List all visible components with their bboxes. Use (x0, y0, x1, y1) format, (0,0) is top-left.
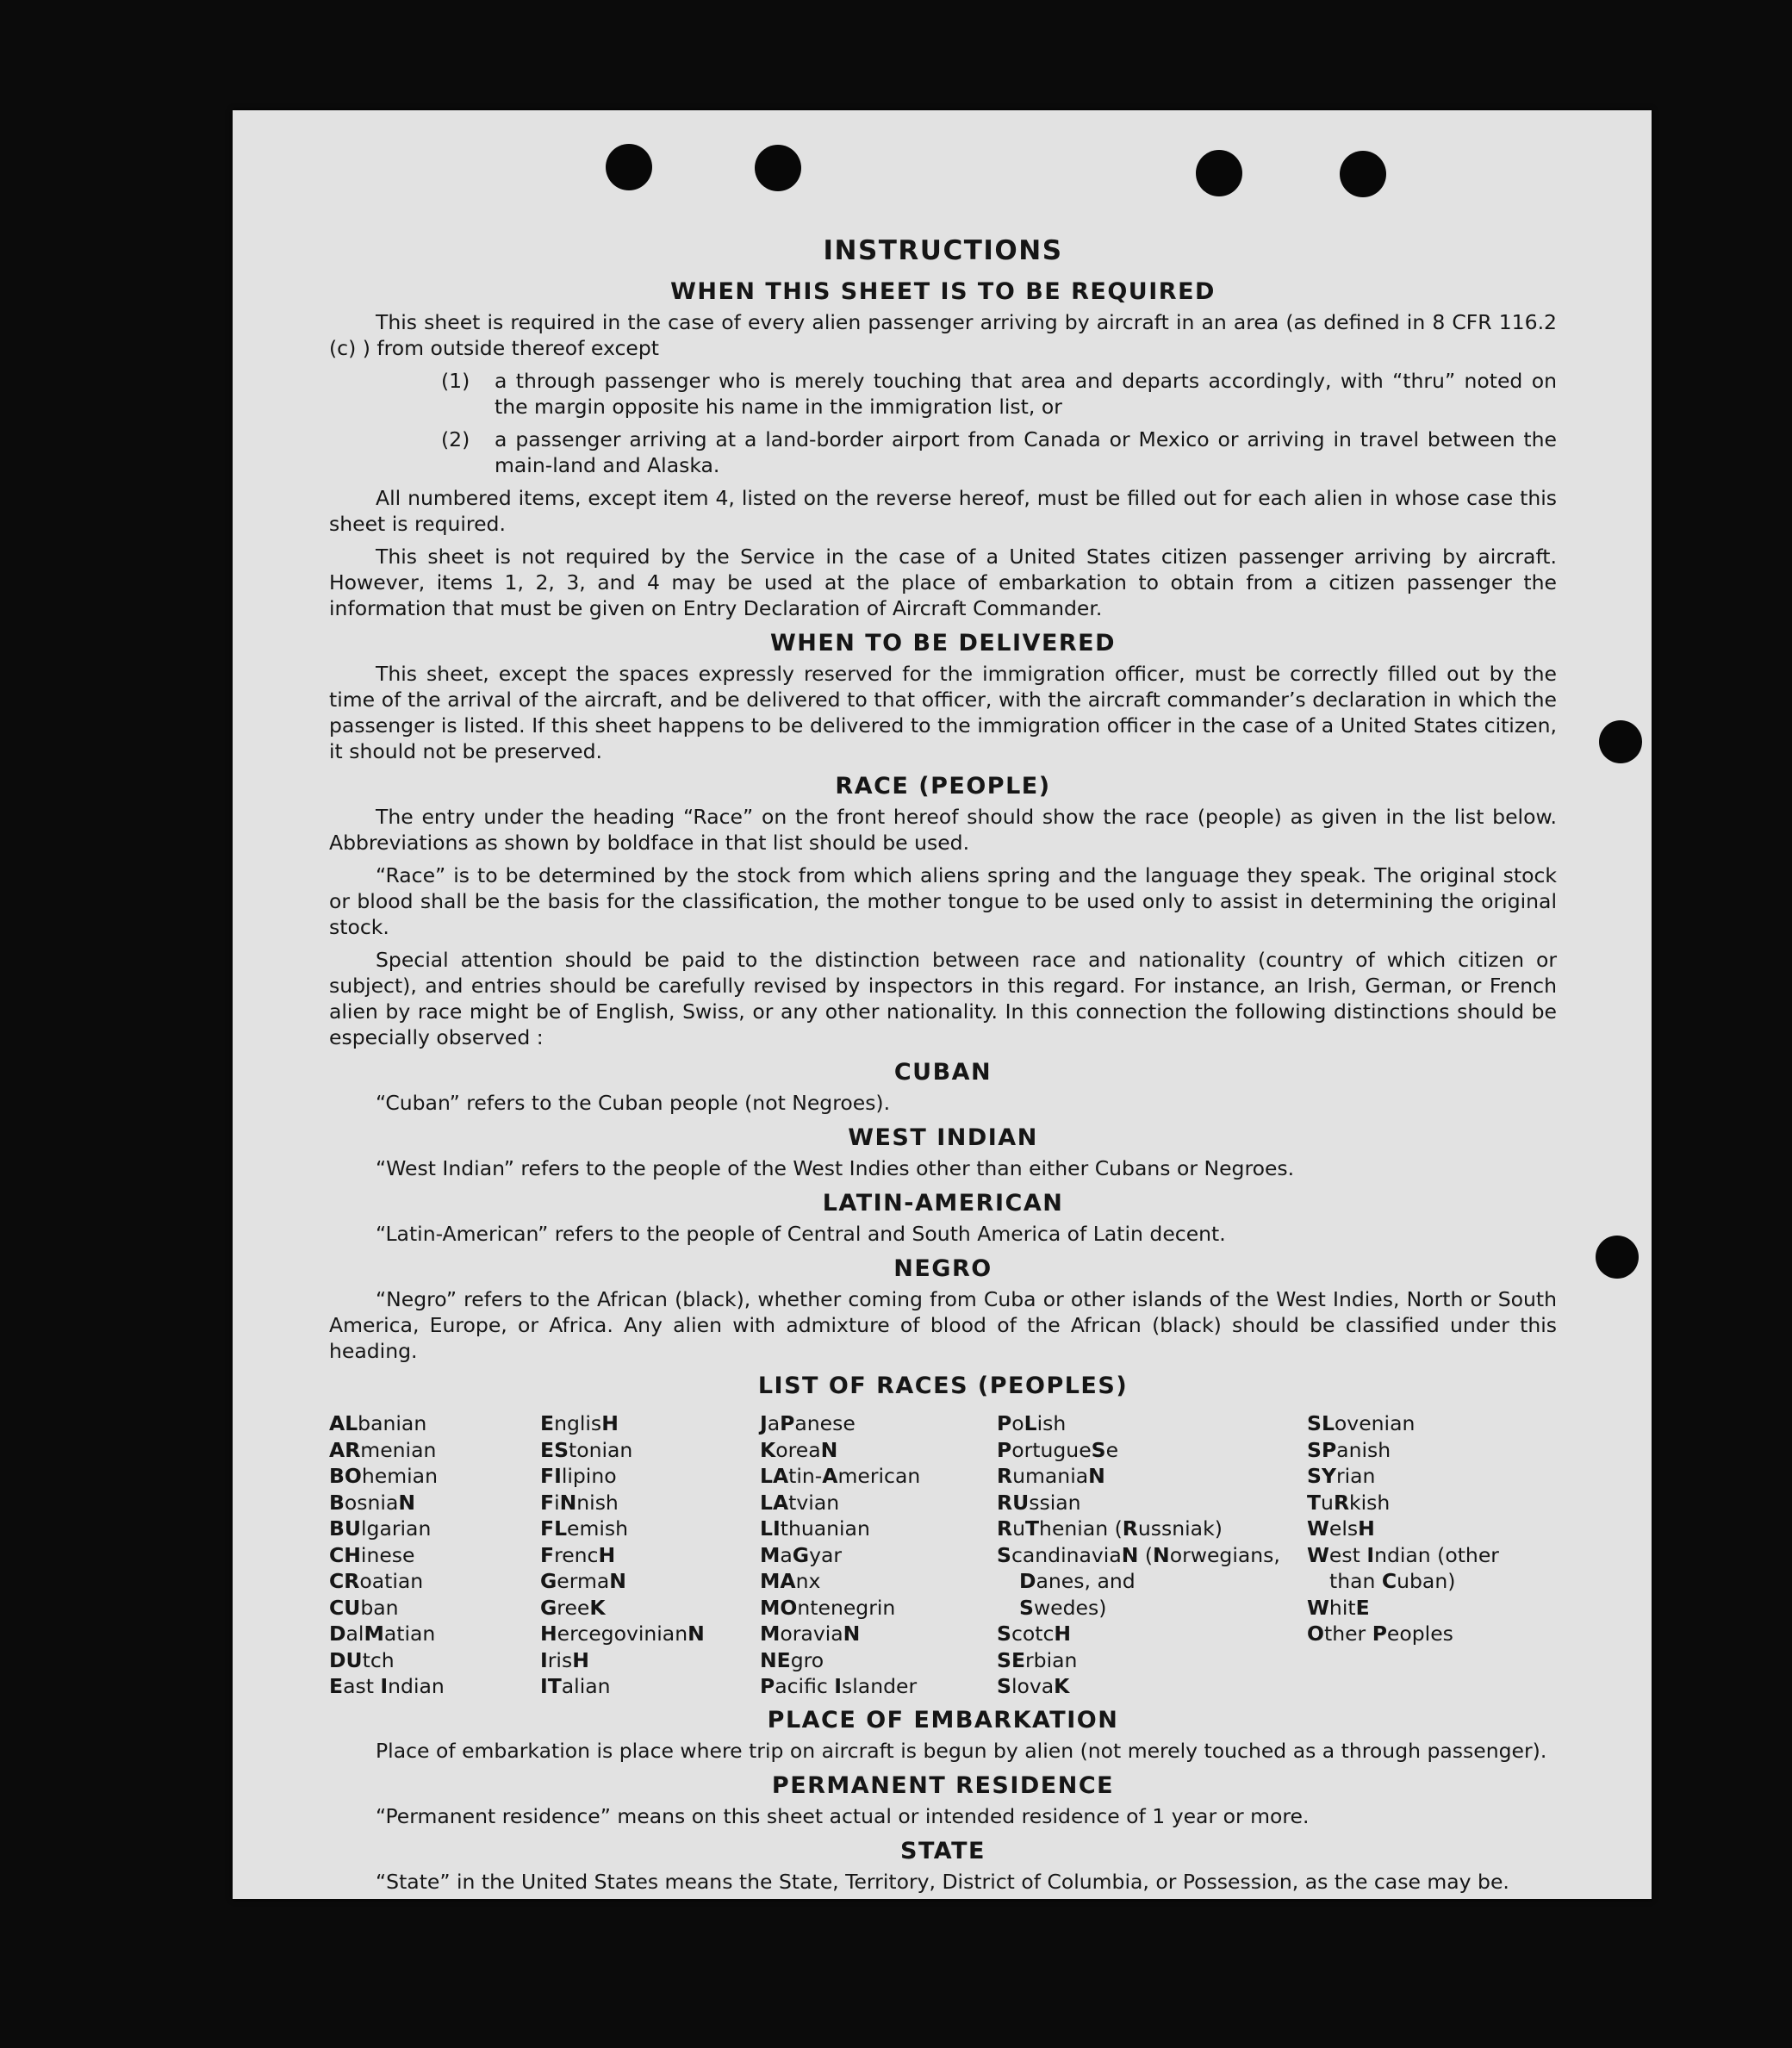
race-entry: FLemish (540, 1516, 629, 1541)
race-entry: IrisH (540, 1647, 589, 1672)
race-entry: WelsH (1307, 1516, 1375, 1541)
section-heading: CUBAN (893, 1059, 992, 1086)
paragraph: “Race” is to be determined by the stock from which aliens spring and the language they speak. The original stock or blood shall be the basis for the classification, the mother tongue to be used only to assist in determining the original stock. (329, 863, 1557, 939)
race-entry: BOhemian (329, 1464, 438, 1488)
race-entry: LIthuanian (760, 1516, 870, 1541)
race-entry: ITalian (540, 1674, 611, 1698)
race-entry: ARmenian (329, 1437, 437, 1462)
section-heading: PERMANENT RESIDENCE (771, 1771, 1115, 1799)
paragraph: “Latin-American” refers to the people of Central and South America of Latin decent. (376, 1222, 1226, 1246)
race-entry: Pacific Islander (760, 1674, 918, 1698)
race-list (329, 1410, 1557, 1700)
punch-hole (1599, 720, 1642, 763)
race-entry: DalMatian (329, 1622, 436, 1646)
race-entry: than Cuban) (1329, 1569, 1456, 1593)
race-entry: RuThenian (Russniak) (997, 1516, 1223, 1541)
section-heading: WEST INDIAN (848, 1124, 1038, 1151)
race-entry: WhitE (1307, 1595, 1370, 1620)
race-column (760, 1410, 997, 1700)
race-entry: LAtvian (760, 1490, 840, 1515)
punch-hole (606, 144, 652, 190)
section-heading: WHEN TO BE DELIVERED (769, 630, 1117, 657)
race-entry: BUlgarian (329, 1516, 432, 1541)
punch-hole (1196, 150, 1242, 196)
paragraph: This sheet is required in the case of every alien passenger arriving by aircraft in an area (as defined in 8 CFR 116.2 (c) ) from outside thereof except (329, 310, 1557, 360)
race-entry: EnglisH (540, 1411, 619, 1435)
race-entry: SlovaK (997, 1674, 1070, 1698)
race-entry: NEgro (760, 1647, 824, 1672)
race-entry: LAtin-American (760, 1464, 921, 1488)
race-entry: GreeK (540, 1595, 606, 1620)
race-entry: SPanish (1307, 1437, 1391, 1462)
paragraph: All numbered items, except item 4, listed on the reverse hereof, must be filled out for each alien in whose case this sheet is required. (329, 486, 1557, 536)
page-title: INSTRUCTIONS (823, 235, 1063, 266)
paragraph: This sheet, except the spaces expressly reserved for the immigration officer, must be correctly filled out by the time of the arrival of the aircraft, and be delivered to that officer, with the aircraft commander’s declaration in which the passenger is listed. If this sheet happens to be delivered to the immigration officer in the case of a United States citizen, it should not be preserved. (329, 662, 1557, 763)
race-entry: PortugueSe (997, 1437, 1119, 1462)
paragraph: The entry under the heading “Race” on the front hereof should show the race (people) as given in the list below. Abbreviations as shown by boldface in that list should be used. (329, 805, 1557, 855)
race-column (1307, 1410, 1505, 1700)
paragraph: “Cuban” refers to the Cuban people (not Negroes). (376, 1091, 891, 1115)
race-entry: FrencH (540, 1542, 616, 1567)
item-number: (2) (441, 427, 470, 451)
race-entry: Danes, and (1019, 1569, 1136, 1593)
race-entry: MoraviaN (760, 1622, 861, 1646)
punch-hole (1340, 151, 1386, 197)
race-entry: DUtch (329, 1647, 395, 1672)
race-column (997, 1410, 1307, 1700)
paragraph: “West Indian” refers to the people of the West Indies other than either Cubans or Negroes. (376, 1156, 1295, 1180)
race-entry: GermaN (540, 1569, 626, 1593)
race-entry: Swedes) (1019, 1595, 1107, 1620)
paragraph: “Permanent residence” means on this sheet actual or intended residence of 1 year or more. (376, 1803, 1310, 1828)
race-entry: SLovenian (1307, 1411, 1416, 1435)
item-text: a through passenger who is merely touching that area and departs accordingly, with “thru” noted on the margin opposite his name in the immigration list, or (495, 369, 1557, 419)
race-entry: RumaniaN (997, 1464, 1105, 1488)
race-entry: CHinese (329, 1542, 415, 1567)
race-entry: ScotcH (997, 1622, 1072, 1646)
section-heading: NEGRO (893, 1255, 992, 1282)
race-entry: SErbian (997, 1647, 1078, 1672)
race-entry: MOntenegrin (760, 1595, 896, 1620)
race-entry: KoreaN (760, 1437, 838, 1462)
section-heading: WHEN THIS SHEET IS TO BE REQUIRED (670, 278, 1216, 305)
punch-hole (755, 145, 801, 191)
race-entry: MaGyar (760, 1542, 843, 1567)
race-entry: PoLish (997, 1411, 1067, 1435)
section-heading: LIST OF RACES (PEOPLES) (757, 1373, 1129, 1399)
instruction-sheet (233, 110, 1652, 1899)
race-entry: JaPanese (760, 1411, 856, 1435)
race-entry: BosniaN (329, 1490, 416, 1515)
race-column (329, 1410, 540, 1700)
section-heading: LATIN-AMERICAN (822, 1190, 1064, 1217)
paragraph: “State” in the United States means the State, Territory, District of Columbia, or Possession, as the case may be. (376, 1869, 1509, 1894)
race-entry: East Indian (329, 1674, 445, 1698)
item-number: (1) (441, 369, 470, 393)
section-heading: PLACE OF EMBARKATION (767, 1706, 1119, 1734)
paragraph: “Negro” refers to the African (black), whether coming from Cuba or other islands of the West Indies, North or South America, Europe, or Africa. Any alien with admixture of blood of the African (black) should be classified under this heading. (329, 1287, 1557, 1363)
exception-item (329, 368, 1557, 420)
instructions-content (329, 228, 1557, 1899)
section-heading: STATE (900, 1837, 986, 1864)
paragraph: Place of embarkation is place where trip on aircraft is begun by alien (not merely touched as a through passenger). (376, 1738, 1547, 1763)
race-entry: ScandinaviaN (Norwegians, (997, 1542, 1280, 1567)
race-column (540, 1410, 760, 1700)
item-text: a passenger arriving at a land-border airport from Canada or Mexico or arriving in travel between the main-land and Alaska. (495, 427, 1557, 477)
punch-hole (1596, 1236, 1639, 1279)
paragraph: Special attention should be paid to the distinction between race and nationality (country of which citizen or subject), and entries should be carefully revised by inspectors in this regard. For instance, an Irish, German, or French alien by race might be of English, Swiss, or any other nationality. In this connection the following distinctions should be especially observed : (329, 948, 1557, 1049)
race-entry: West Indian (other (1307, 1542, 1499, 1567)
race-entry: CRoatian (329, 1569, 424, 1593)
race-entry: HercegovinianN (540, 1622, 705, 1646)
race-entry: ALbanian (329, 1411, 427, 1435)
race-entry: FiNnish (540, 1490, 619, 1515)
section-heading: RACE (PEOPLE) (835, 773, 1051, 800)
exception-item (329, 426, 1557, 478)
race-entry: Other Peoples (1307, 1622, 1453, 1646)
race-entry: RUssian (997, 1490, 1081, 1515)
race-entry: EStonian (540, 1437, 633, 1462)
race-entry: FIlipino (540, 1464, 617, 1488)
race-entry: MAnx (760, 1569, 821, 1593)
paragraph: This sheet is not required by the Service in the case of a United States citizen passenger arriving by aircraft. However, items 1, 2, 3, and 4 may be used at the place of embarkation to obtain from a citizen passenger the information that must be given on Entry Declaration of Aircraft Commander. (329, 545, 1557, 620)
race-entry: TuRkish (1307, 1490, 1391, 1515)
race-entry: CUban (329, 1595, 399, 1620)
race-entry: SYrian (1307, 1464, 1376, 1488)
